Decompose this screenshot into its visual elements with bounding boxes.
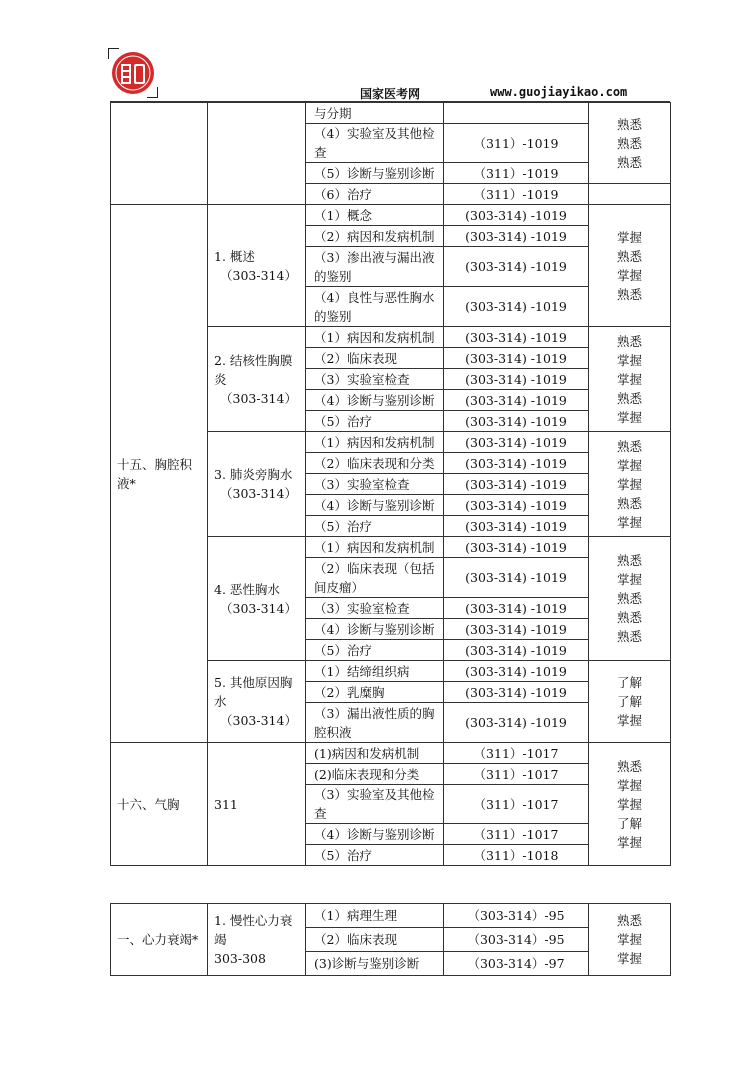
item-cell: (2)临床表现和分类 — [306, 764, 444, 785]
level-text: 熟悉 — [616, 758, 642, 774]
item-cell: （3）实验室检查 — [306, 474, 444, 495]
subsection-code: （303-314） — [220, 267, 297, 283]
level-text: 熟悉 — [616, 629, 642, 644]
level-text: 掌握 — [616, 572, 642, 587]
subsection-cell — [208, 205, 306, 327]
code-cell: (303-314) -1019 — [444, 682, 589, 703]
subsection-code: （303-314） — [220, 713, 297, 728]
code-cell: (303-314) -1019 — [444, 390, 589, 411]
level-text: 熟悉 — [616, 248, 642, 264]
code-cell: （303-314）-97 — [444, 952, 589, 976]
code-cell: （311）-1019 — [444, 163, 589, 184]
level-text: 掌握 — [616, 834, 642, 850]
item-cell: （4）诊断与鉴别诊断 — [306, 824, 444, 845]
site-url: www.guojiayikao.com — [490, 85, 628, 99]
code-cell: (303-314) -1019 — [444, 205, 589, 226]
level-cell — [589, 904, 671, 976]
item-cell: （1）概念 — [306, 205, 444, 226]
table-row — [111, 103, 671, 124]
subsection-code: 303-308 — [214, 951, 266, 966]
item-cell: （5）治疗 — [306, 640, 444, 661]
subsection-name: 1. 慢性心力衰竭 — [214, 913, 293, 947]
table-row — [111, 904, 671, 928]
subsection-name: 3. 肺炎旁胸水 — [214, 467, 293, 482]
level-text: 熟悉 — [616, 135, 642, 151]
subsection-code: （303-314） — [220, 390, 297, 406]
code-cell: (303-314) -1019 — [444, 703, 589, 743]
level-text: 掌握 — [616, 514, 642, 530]
level-text: 了解 — [616, 675, 642, 690]
code-cell: （311）-1018 — [444, 845, 589, 866]
code-cell: （303-314）-95 — [444, 904, 589, 928]
level-text: 掌握 — [616, 932, 642, 947]
code-cell: (303-314) -1019 — [444, 432, 589, 453]
section-title-empty — [111, 103, 208, 205]
item-cell: （1）结缔组织病 — [306, 661, 444, 682]
level-text: 掌握 — [616, 796, 642, 812]
code-cell: (303-314) -1019 — [444, 327, 589, 348]
code-cell: (303-314) -1019 — [444, 474, 589, 495]
subsection-name: 4. 恶性胸水 — [214, 581, 280, 597]
code-cell: (303-314) -1019 — [444, 661, 589, 682]
code-cell: (303-314) -1019 — [444, 495, 589, 516]
subsection-name: 5. 其他原因胸水 — [214, 675, 293, 709]
subsection-code: 311 — [208, 743, 306, 866]
code-cell: (303-314) -1019 — [444, 287, 589, 327]
level-text: 熟悉 — [616, 390, 642, 406]
code-cell: (303-314) -1019 — [444, 598, 589, 619]
item-cell: （1）病理生理 — [306, 904, 444, 928]
item-cell: （1）病因和发病机制 — [306, 432, 444, 453]
item-cell: （4）良性与恶性胸水的鉴别 — [306, 287, 444, 327]
subsection-cell — [208, 537, 306, 661]
item-cell: （6）治疗 — [306, 184, 444, 205]
subsection-cell — [208, 661, 306, 743]
level-text: 熟悉 — [616, 333, 642, 349]
item-cell: （3）实验室及其他检查 — [306, 785, 444, 824]
level-text: 熟悉 — [616, 495, 642, 511]
level-text: 熟悉 — [616, 913, 642, 928]
item-cell: （4）诊断与鉴别诊断 — [306, 390, 444, 411]
item-cell: （2）临床表现和分类 — [306, 453, 444, 474]
subsection-cell — [208, 904, 306, 976]
level-text: 掌握 — [616, 267, 642, 283]
code-cell: (303-314) -1019 — [444, 411, 589, 432]
subsection-code: （303-314） — [220, 486, 297, 501]
level-text: 掌握 — [616, 713, 642, 728]
subsection-empty — [208, 103, 306, 205]
level-text: 熟悉 — [616, 553, 642, 568]
code-cell: (303-314) -1019 — [444, 226, 589, 247]
level-text: 熟悉 — [616, 591, 642, 606]
item-cell: （5）治疗 — [306, 516, 444, 537]
item-cell: (1)病因和发病机制 — [306, 743, 444, 764]
item-cell: （1）病因和发病机制 — [306, 537, 444, 558]
level-text: 掌握 — [616, 409, 642, 425]
level-text: 了解 — [616, 694, 642, 709]
code-cell — [444, 103, 589, 124]
section-title: 十六、气胸 — [111, 743, 208, 866]
site-name: 国家医考网 — [360, 87, 421, 101]
level-cell — [589, 205, 671, 327]
item-cell: （3）实验室检查 — [306, 369, 444, 390]
level-cell — [589, 743, 671, 866]
level-text: 掌握 — [616, 371, 642, 387]
code-cell: （311）-1017 — [444, 743, 589, 764]
item-cell: （4）诊断与鉴别诊断 — [306, 619, 444, 640]
level-text: 熟悉 — [616, 438, 642, 454]
level-text: 熟悉 — [616, 154, 642, 170]
level-text: 掌握 — [616, 777, 642, 793]
level-text: 熟悉 — [616, 286, 642, 302]
code-cell: (303-314) -1019 — [444, 348, 589, 369]
code-cell: (303-314) -1019 — [444, 619, 589, 640]
subsection-code: （303-314） — [220, 600, 297, 616]
level-text: 掌握 — [616, 352, 642, 368]
code-cell: (303-314) -1019 — [444, 369, 589, 390]
item-cell: （1）病因和发病机制 — [306, 327, 444, 348]
item-cell: （2）临床表现 — [306, 928, 444, 952]
code-cell: （311）-1017 — [444, 764, 589, 785]
code-cell: （311）-1017 — [444, 785, 589, 824]
level-empty — [589, 184, 671, 205]
level-cell — [589, 432, 671, 537]
item-cell: （3）实验室检查 — [306, 598, 444, 619]
item-cell: （5）治疗 — [306, 411, 444, 432]
code-cell: （303-314）-95 — [444, 928, 589, 952]
code-cell: (303-314) -1019 — [444, 640, 589, 661]
section-title: 一、心力衰竭* — [111, 904, 208, 976]
subsection-name: 2. 结核性胸膜炎 — [214, 352, 293, 387]
item-cell: （5）治疗 — [306, 845, 444, 866]
item-cell: (3)诊断与鉴别诊断 — [306, 952, 444, 976]
table-row — [111, 205, 671, 226]
item-cell: （2）临床表现 — [306, 348, 444, 369]
item-cell: （2）乳糜胸 — [306, 682, 444, 703]
item-cell: （3）漏出液性质的胸腔积液 — [306, 703, 444, 743]
table-row — [111, 743, 671, 764]
logo — [108, 48, 158, 98]
level-cell — [589, 537, 671, 661]
code-cell: (303-314) -1019 — [444, 247, 589, 287]
level-cell — [589, 661, 671, 743]
level-text: 掌握 — [616, 951, 642, 966]
level-cell — [589, 103, 671, 184]
code-cell: (303-314) -1019 — [444, 453, 589, 474]
item-cell: （2）临床表现（包括间皮瘤） — [306, 558, 444, 598]
code-cell: (303-314) -1019 — [444, 516, 589, 537]
subsection-name: 1. 概述 — [214, 248, 255, 264]
item-cell: 与分期 — [306, 103, 444, 124]
subsection-cell — [208, 327, 306, 432]
syllabus-table — [110, 102, 671, 866]
subsection-cell — [208, 432, 306, 537]
level-text: 掌握 — [616, 476, 642, 492]
code-cell: (303-314) -1019 — [444, 558, 589, 598]
level-text: 掌握 — [616, 457, 642, 473]
level-text: 熟悉 — [616, 610, 642, 625]
code-cell: （311）-1019 — [444, 124, 589, 163]
item-cell: （5）诊断与鉴别诊断 — [306, 163, 444, 184]
level-cell — [589, 327, 671, 432]
item-cell: （4）实验室及其他检查 — [306, 124, 444, 163]
syllabus-table-cardiology — [110, 903, 671, 976]
level-text: 掌握 — [616, 229, 642, 245]
section-title: 十五、胸腔积液* — [111, 205, 208, 743]
code-cell: (303-314) -1019 — [444, 537, 589, 558]
code-cell: （311）-1017 — [444, 824, 589, 845]
item-cell: （3）渗出液与漏出液的鉴别 — [306, 247, 444, 287]
item-cell: （4）诊断与鉴别诊断 — [306, 495, 444, 516]
level-text: 熟悉 — [616, 116, 642, 132]
item-cell: （2）病因和发病机制 — [306, 226, 444, 247]
level-text: 了解 — [616, 815, 642, 831]
code-cell: （311）-1019 — [444, 184, 589, 205]
